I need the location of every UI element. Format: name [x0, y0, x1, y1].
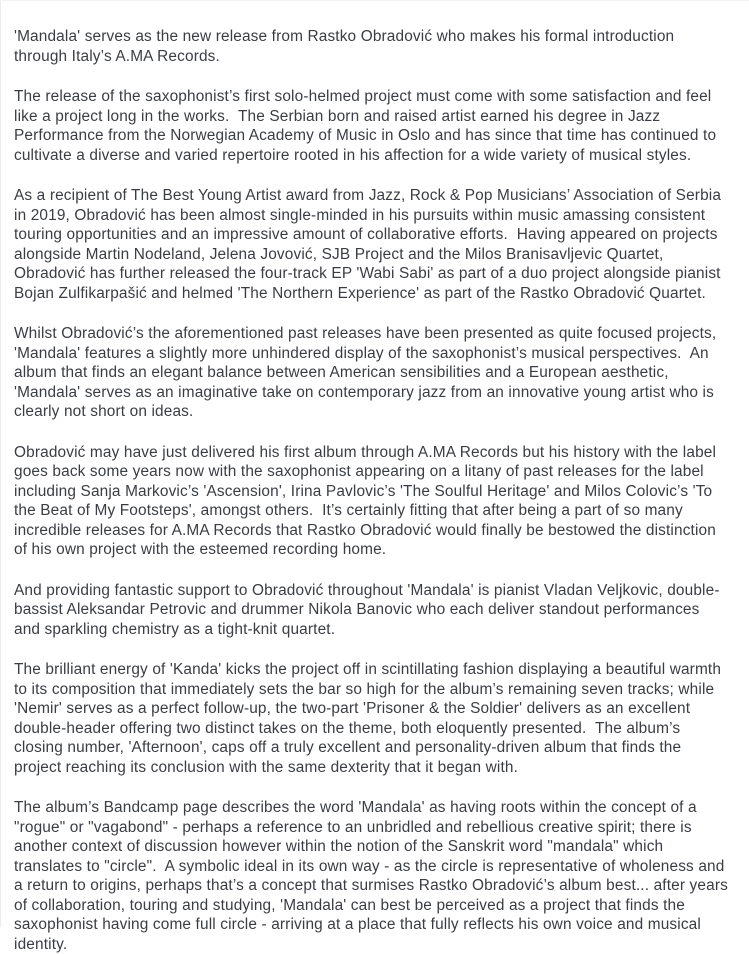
article-body — [1, 1, 749, 954]
article-paragraph-band-lineup: And providing fantastic support to Obradović throughout 'Mandala' is pianist Vladan Veljkovic, double-bassist Aleksandar Petrovic and drummer Nikola Banovic who each deliver standout performances and sparkling chemistry as a tight-knit quartet. — [14, 581, 720, 638]
article-paragraph-meaning: The album’s Bandcamp page describes the word 'Mandala' as having roots within the concept of a "rogue" or "vagabond" - perhaps a reference to an unbridled and rebellious creative spirit; there is another context of discussion however within the notion of the Sanskrit word "mandala" which translates to "circle". A symbolic ideal in its own way - as the circle is representative of wholeness and a return to origins, perhaps that’s a concept that surmises Rastko Obradović’s album best... after years of collaboration, touring and studying, 'Mandala' can best be perceived as a project that finds the saxophonist having come full circle - arriving at a place that fully reflects his own voice and musical identity. — [14, 799, 733, 953]
article-paragraph-label-history: Obradović may have just delivered his first album through A.MA Records but his history with the label goes back some years now with the saxophonist appearing on a litany of past releases for the label including Sanja Markovic’s 'Ascension', Irina Pavlovic’s 'The Soulful Heritage' and Milos Colovic’s 'To the Beat of My Footsteps', amongst others. It’s certainly fitting that after being a part of so many incredible releases for A.MA Records that Rastko Obradović would finally be bestowed the distinction of his own project with the esteemed recording home. — [14, 443, 721, 558]
article-paragraph-intro: 'Mandala' serves as the new release from Rastko Obradović who makes his formal introduction through Italy’s A.MA Records. — [14, 28, 679, 65]
article-paragraph-track-highlights: The brilliant energy of 'Kanda' kicks the project off in scintillating fashion displaying a beautiful warmth to its composition that immediately sets the bar so high for the album’s remaining seven tracks; while 'Nemir' serves as a perfect follow-up, the two-part 'Prisoner & the Soldier' delivers as an excellent double-header offering two distinct takes on the theme, both eloquently presented. The album’s closing number, 'Afternoon', caps off a truly excellent and personality-driven album that finds the project reaching its conclusion with the same dexterity that it began with. — [14, 661, 726, 776]
article-paragraph-album-style: Whilst Obradović’s the aforementioned past releases have been presented as quite focused projects, 'Mandala' features a slightly more unhindered display of the saxophonist’s musical perspectives. An album that finds an elegant balance between American sensibilities and a European aesthetic, 'Mandala' serves as an imaginative take on contemporary jazz from an innovative young artist who is clearly not short on ideas. — [14, 325, 721, 420]
article-paragraph-background: The release of the saxophonist’s first solo-helmed project must come with some satisfaction and feel like a project long in the works. The Serbian born and raised artist earned his degree in Jazz Performance from the Norwegian Academy of Music in Oslo and has since that time has continued to cultivate a diverse and varied repertoire rooted in his affection for a wide variety of musical styles. — [14, 88, 721, 164]
article-paragraph-career: As a recipient of The Best Young Artist award from Jazz, Rock & Pop Musicians’ Association of Serbia in 2019, Obradović has been almost single-minded in his pursuits within music amassing consistent touring opportunities and an impressive amount of collaborative efforts. Having appeared on projects alongside Martin Nodeland, Jelena Jovović, SJB Project and the Milos Branisavljevic Quartet, Obradović has further released the four-track EP 'Wabi Sabi' as part of a duo project alongside pianist Bojan Zulfikarpašić and helmed 'The Northern Experience' as part of the Rastko Obradović Quartet. — [14, 187, 726, 302]
